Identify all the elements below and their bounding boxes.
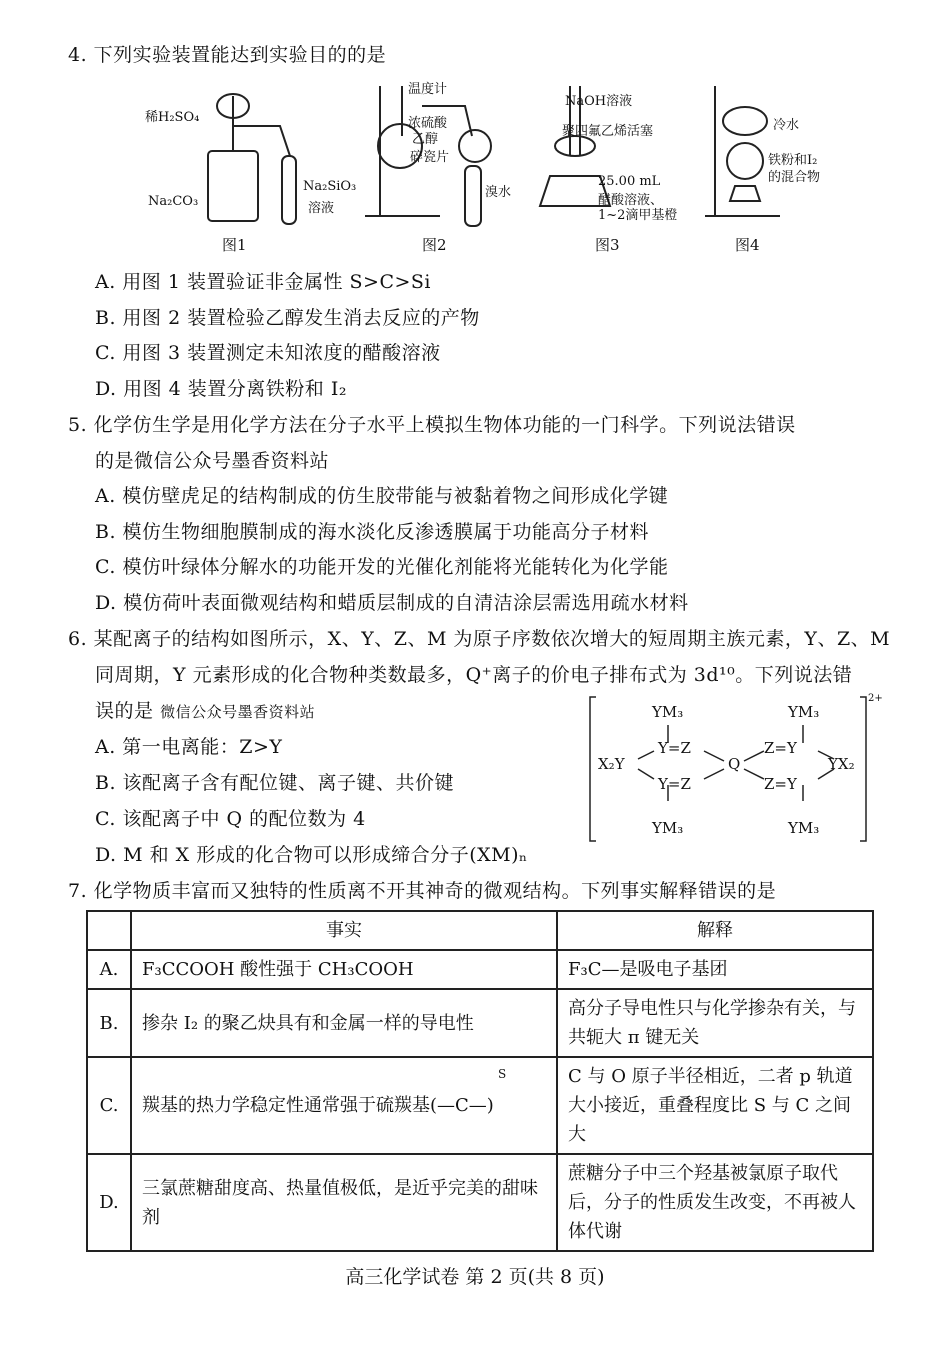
table-row — [87, 1057, 873, 1154]
row-label: C. — [87, 1057, 131, 1154]
fig3-label-ptfe: 聚四氟乙烯活塞 — [562, 124, 654, 139]
q7-table — [86, 910, 874, 1252]
thiocarbonyl-s-label: S — [498, 1067, 507, 1081]
fig3-label-naoh: NaOH溶液 — [565, 94, 633, 109]
group-ym3-bottom-right: YM₃ — [788, 819, 820, 837]
header-explain: 解释 — [557, 911, 873, 950]
q4-option-a: A. 用图 1 装置验证非金属性 S>C>Si — [95, 271, 431, 293]
fig1-label-h2so4: 稀H₂SO₄ — [145, 110, 200, 125]
bond-zy-top: Z=Y — [764, 739, 797, 757]
caption-fig4: 图4 — [735, 236, 760, 254]
table-row — [87, 1154, 873, 1251]
group-yx2: YX₂ — [828, 755, 855, 773]
header-fact: 事实 — [131, 911, 557, 950]
group-ym3-bottom-left: YM₃ — [652, 819, 684, 837]
row-fact: 羰基的热力学稳定性通常强于硫羰基(—C—) — [142, 1095, 494, 1116]
q4-figures — [140, 76, 840, 256]
q6-stem-1: 6. 某配离子的结构如图所示，X、Y、Z、M 为原子序数依次增大的短周期主族元素，Y、Z、M — [68, 628, 891, 650]
fig2-label-thermometer: 温度计 — [408, 82, 448, 97]
fig1-label-na2co3: Na₂CO₃ — [148, 194, 199, 209]
q6-stem-3 — [95, 696, 315, 723]
fig1-label-solution: 溶液 — [308, 201, 335, 216]
table-header-row — [87, 911, 873, 950]
ion-charge: 2+ — [868, 693, 883, 704]
fig2-label-chips: 碎瓷片 — [410, 150, 450, 165]
group-ym3-top-left: YM₃ — [652, 703, 684, 721]
table-row — [87, 950, 873, 989]
row-label: A. — [87, 950, 131, 989]
page-footer: 高三化学试卷 第 2 页(共 8 页) — [345, 1266, 605, 1288]
group-ym3-top-right: YM₃ — [788, 703, 820, 721]
q5-option-b: B. 模仿生物细胞膜制成的海水淡化反渗透膜属于功能高分子材料 — [95, 521, 650, 543]
header-blank — [87, 911, 131, 950]
bond-yz-top: Y=Z — [658, 739, 691, 757]
apparatus-figures — [140, 76, 840, 256]
fig4-label-coldwater: 冷水 — [773, 118, 800, 133]
fig3-label-indicator: 1~2滴甲基橙 — [598, 208, 678, 223]
row-fact: 三氯蔗糖甜度高、热量值极低，是近乎完美的甜味剂 — [131, 1154, 557, 1251]
fig3-label-acetic: 醋酸溶液、 — [598, 193, 664, 208]
q5-option-a: A. 模仿壁虎足的结构制成的仿生胶带能与被黏着物之间形成化学键 — [95, 485, 669, 507]
caption-fig1: 图1 — [222, 236, 247, 254]
group-x2y: X₂Y — [598, 755, 625, 773]
fig2-label-h2so4: 浓硫酸 — [408, 116, 448, 131]
q5-stem-1: 5. 化学仿生学是用化学方法在分子水平上模拟生物体功能的一门科学。下列说法错误 — [68, 414, 796, 436]
bond-zy-bottom: Z=Y — [764, 775, 797, 793]
fig4-label-mixture1: 铁粉和I₂ — [768, 153, 818, 168]
q6-option-a: A. 第一电离能：Z>Y — [95, 736, 283, 758]
q4-option-b: B. 用图 2 装置检验乙醇发生消去反应的产物 — [95, 307, 480, 329]
q6-stem-3b: 微信公众号墨香资料站 — [160, 703, 316, 721]
atom-q: Q — [728, 755, 741, 773]
row-fact: 掺杂 I₂ 的聚乙炔具有和金属一样的导电性 — [131, 989, 557, 1057]
q5-option-c: C. 模仿叶绿体分解水的功能开发的光催化剂能将光能转化为化学能 — [95, 556, 669, 578]
q6-stem-3a: 误的是 — [95, 700, 154, 722]
q6-option-b: B. 该配离子含有配位键、离子键、共价键 — [95, 772, 455, 794]
fig2-label-ethanol: 乙醇 — [412, 132, 439, 147]
fig1-label-na2sio3: Na₂SiO₃ — [303, 179, 357, 194]
row-explain: C 与 O 原子半径相近，二者 p 轨道大小接近，重叠程度比 S 与 C 之间大 — [557, 1057, 873, 1154]
q5-option-d: D. 模仿荷叶表面微观结构和蜡质层制成的自清洁涂层需选用疏水材料 — [95, 592, 689, 614]
row-fact-cell — [131, 1057, 557, 1154]
q4-option-c: C. 用图 3 装置测定未知浓度的醋酸溶液 — [95, 342, 441, 364]
row-explain: 蔗糖分子中三个羟基被氯原子取代后，分子的性质发生改变，不再被人体代谢 — [557, 1154, 873, 1251]
q6-option-d: D. M 和 X 形成的化合物可以形成缔合分子(XM)ₙ — [95, 844, 528, 866]
caption-fig2: 图2 — [422, 236, 447, 254]
q4-stem: 4. 下列实验装置能达到实验目的的是 — [68, 44, 387, 66]
row-fact: F₃CCOOH 酸性强于 CH₃COOH — [131, 950, 557, 989]
fig2-label-bromine: 溴水 — [485, 185, 512, 200]
row-explain: F₃C—是吸电子基团 — [557, 950, 873, 989]
fig4-label-mixture2: 的混合物 — [768, 170, 821, 185]
q7-stem: 7. 化学物质丰富而又独特的性质离不开其神奇的微观结构。下列事实解释错误的是 — [68, 880, 777, 902]
row-explain: 高分子导电性只与化学掺杂有关，与共轭大 π 键无关 — [557, 989, 873, 1057]
q6-option-c: C. 该配离子中 Q 的配位数为 4 — [95, 808, 366, 830]
q4-option-d: D. 用图 4 装置分离铁粉和 I₂ — [95, 378, 347, 400]
bond-yz-bottom: Y=Z — [658, 775, 691, 793]
row-label: D. — [87, 1154, 131, 1251]
table-row — [87, 989, 873, 1057]
q5-stem-2: 的是微信公众号墨香资料站 — [95, 450, 330, 472]
q6-stem-2: 同周期，Y 元素形成的化合物种类数最多，Q⁺离子的价电子排布式为 3d¹⁰。下列说法错 — [95, 664, 853, 686]
complex-ion-structure — [588, 693, 883, 845]
fig3-label-volume: 25.00 mL — [598, 174, 661, 189]
caption-fig3: 图3 — [595, 236, 620, 254]
row-label: B. — [87, 989, 131, 1057]
